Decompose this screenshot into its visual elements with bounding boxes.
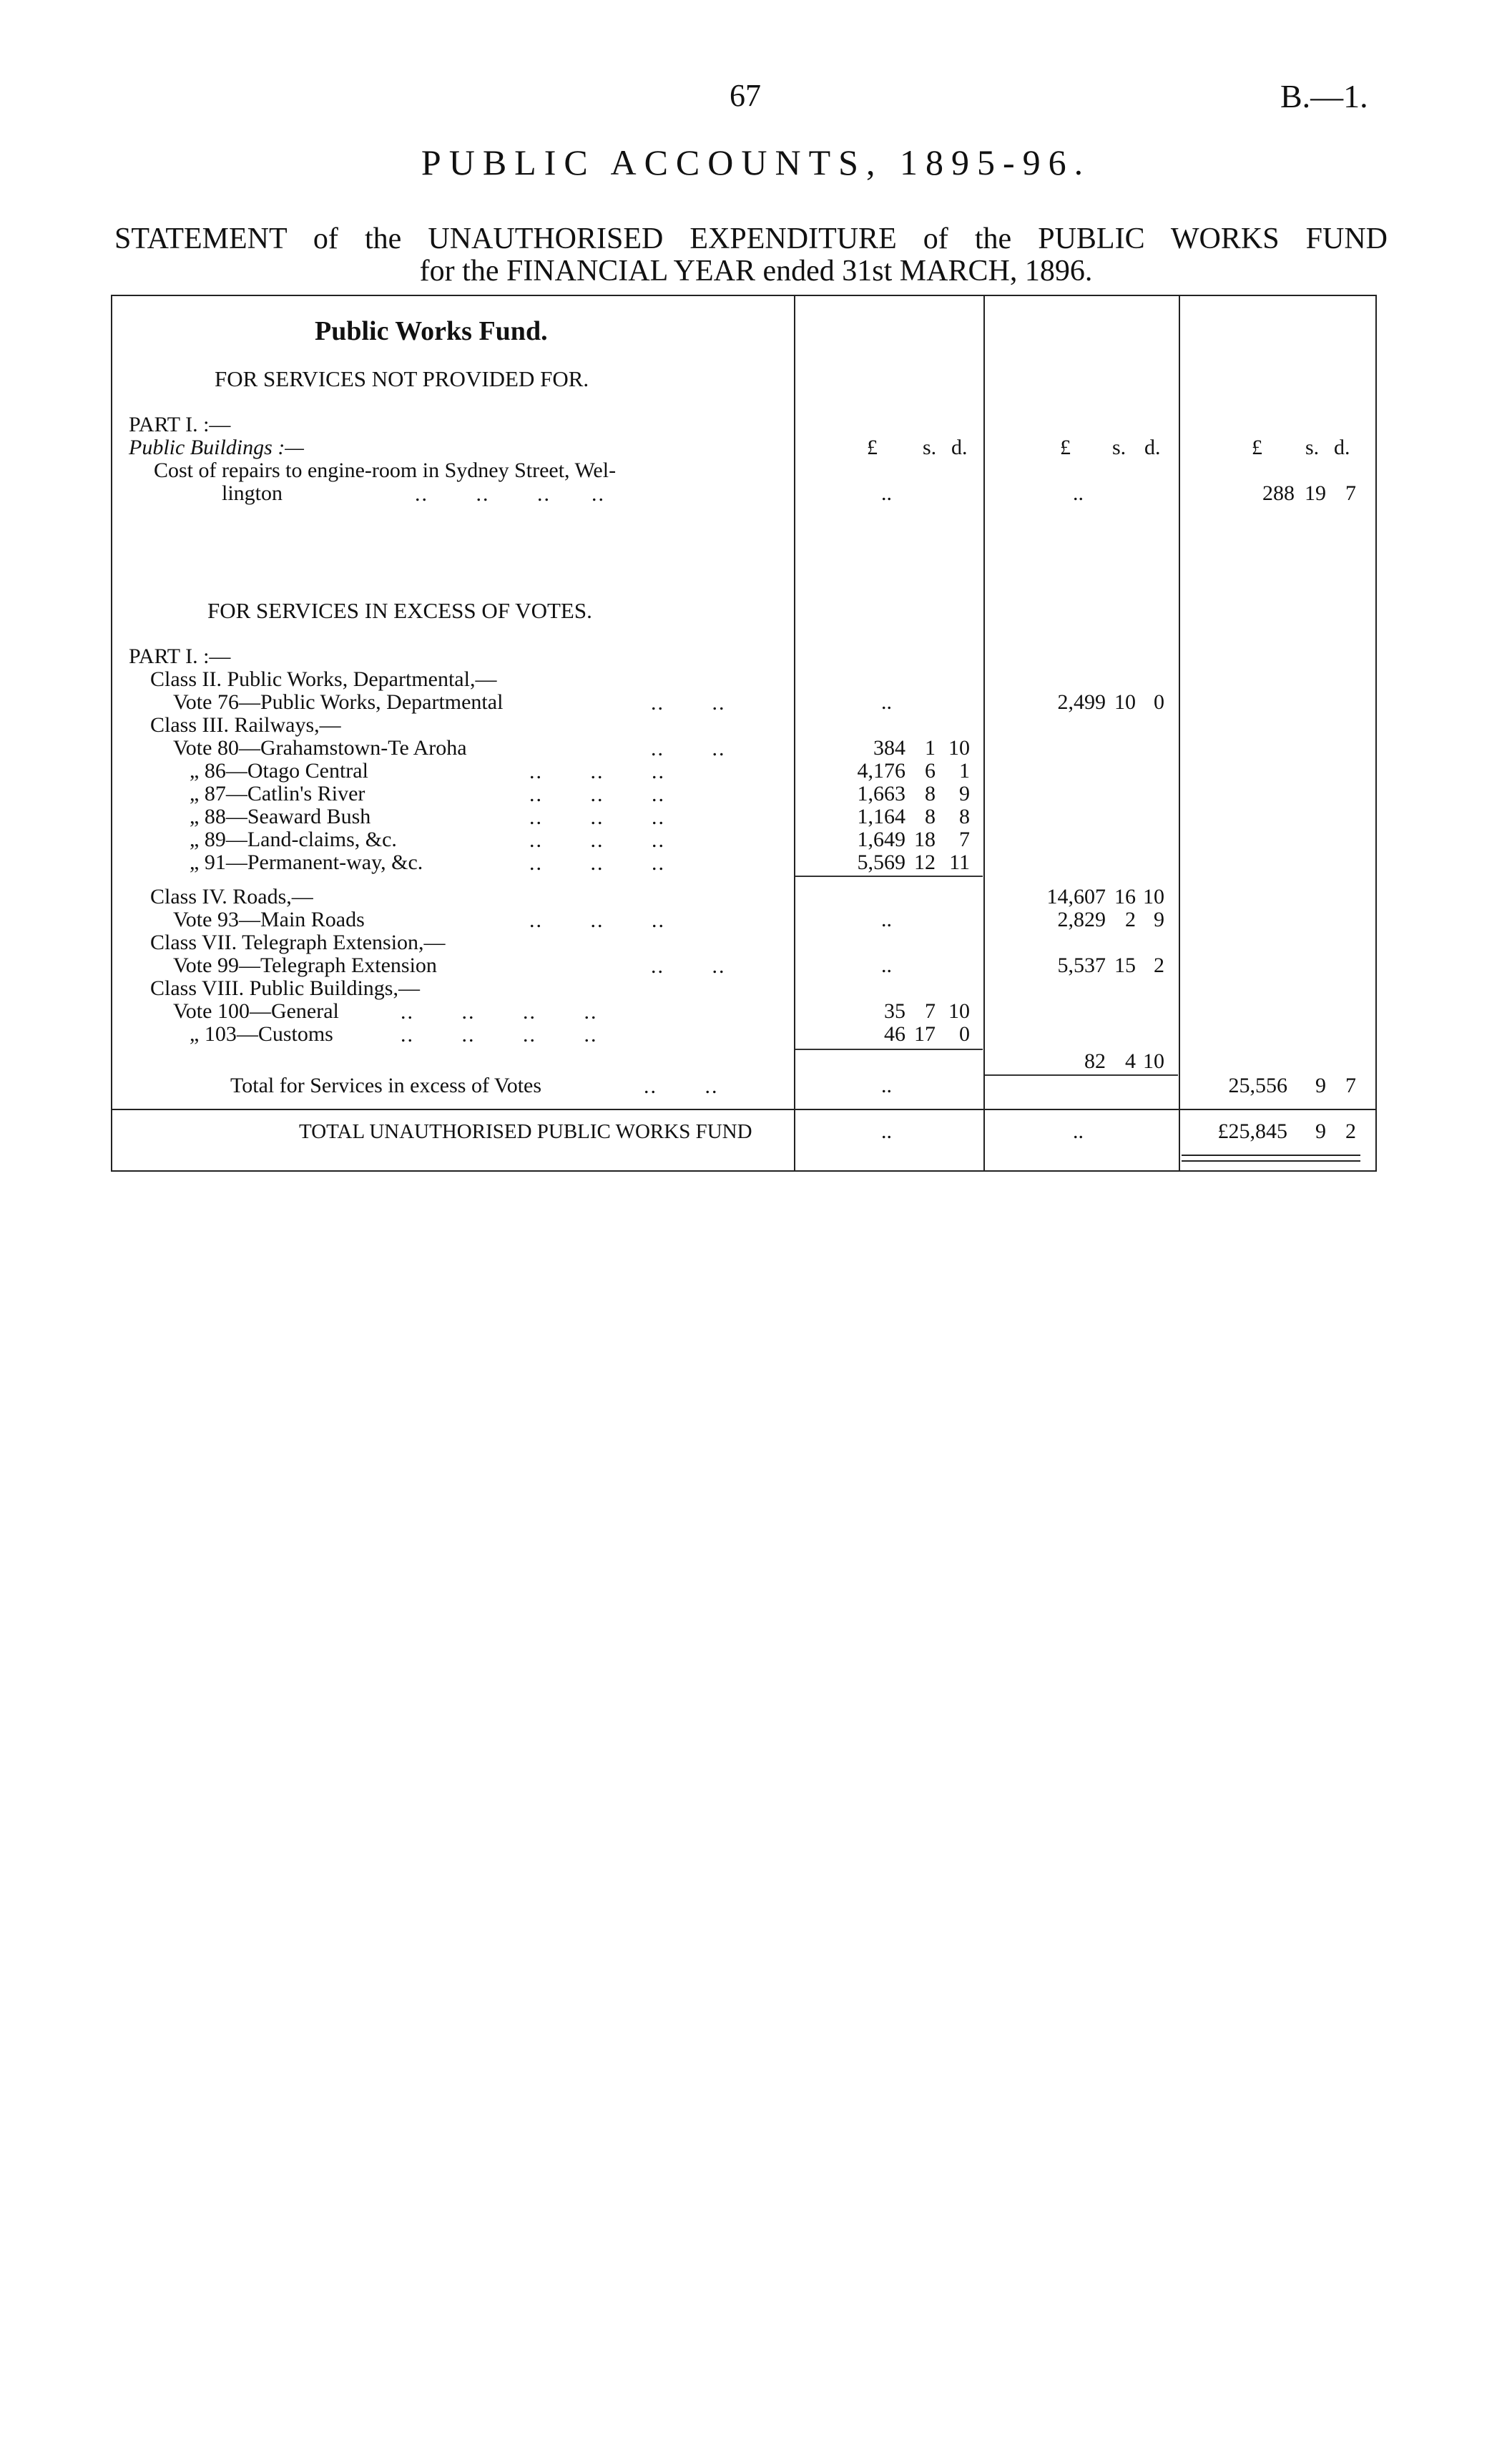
list-item: „ 86—Otago Central [190,759,368,783]
grand-total-col2: .. [1073,1119,1084,1143]
leader-dots: .. .. [651,737,726,760]
building-pence: 10 [948,999,970,1023]
col3-shillings-header: s. [1305,436,1320,459]
buildings-total-pounds: 82 [1084,1049,1106,1073]
building-shillings: 17 [914,1022,936,1046]
col1-pence-header: d. [951,436,968,459]
class-7-label: Class VII. Telegraph Extension,— [150,931,446,954]
railway-pence: 10 [948,736,970,760]
part-label: PART I. :— [129,413,231,436]
grand-total-double-rule-2 [1182,1160,1360,1162]
leader-dots: .. .. .. [529,805,665,829]
building-pence: 0 [959,1022,970,1046]
section1-total-pounds: 288 [1262,481,1295,505]
subtotal-rule [795,1049,983,1050]
col1-pounds-header: £ [867,436,878,459]
leader-dots: .. .. .. [529,851,665,875]
railway-pounds: 1,164 [857,805,905,828]
vote-93-col1: .. [881,908,892,931]
railway-shillings: 1 [925,736,936,760]
section1-col2-value: .. [1073,481,1084,505]
list-item: „ 103—Customs [190,1022,333,1046]
buildings-total-shillings: 4 [1125,1049,1136,1073]
vote-93-pence: 9 [1154,908,1164,931]
railways-total-pence: 10 [1143,885,1164,908]
subtotal-rule [795,876,983,877]
col2-shillings-header: s. [1112,436,1126,459]
class-8-label: Class VIII. Public Buildings,— [150,976,420,1000]
grand-total-shillings: 9 [1315,1119,1326,1143]
part-label-2: PART I. :— [129,645,231,668]
vote-93-label: Vote 93—Main Roads [173,908,365,931]
railway-pounds: 384 [873,736,905,760]
table-left-border [111,295,112,1172]
class-2-label: Class II. Public Works, Departmental,— [150,667,497,691]
railway-shillings: 6 [925,759,936,783]
total-excess-pounds: 25,556 [1228,1074,1287,1097]
railways-total-pounds: 14,607 [1046,885,1106,908]
grand-total-label: TOTAL UNAUTHORISED PUBLIC WORKS FUND [299,1120,752,1143]
table-right-border [1375,295,1377,1172]
list-item: „ 89—Land-claims, &c. [190,828,397,851]
railway-shillings: 12 [914,851,936,874]
vote-99-col1: .. [881,954,892,977]
total-excess-shillings: 9 [1315,1074,1326,1097]
vote-99-label: Vote 99—Telegraph Extension [173,954,437,977]
page-title: PUBLIC ACCOUNTS, 1895-96. [421,142,1091,182]
railway-pence: 8 [959,805,970,828]
grand-total-double-rule-1 [1182,1155,1360,1156]
class-3-label: Class III. Railways,— [150,713,341,737]
col1-shillings-header: s. [923,436,937,459]
railway-pence: 9 [959,782,970,805]
leader-dots: .. .. .. .. [415,482,605,506]
grand-total-col1: .. [881,1119,892,1143]
building-pounds: 35 [884,999,905,1023]
col3-pence-header: d. [1334,436,1350,459]
column-divider-2 [983,295,985,1172]
list-item: „ 87—Catlin's River [190,782,365,805]
section-heading-not-provided: FOR SERVICES NOT PROVIDED FOR. [215,366,589,391]
series-reference: B.—1. [1280,78,1368,114]
leader-dots: .. .. [651,954,726,978]
railways-total-shillings: 16 [1114,885,1136,908]
building-pounds: 46 [884,1022,905,1046]
class-4-label: Class IV. Roads,— [150,885,313,908]
leader-dots: .. .. .. [529,783,665,806]
leader-dots: .. .. .. .. [401,1000,598,1024]
vote-99-pounds: 5,537 [1057,954,1106,977]
fund-title: Public Works Fund. [315,316,548,346]
railway-shillings: 8 [925,805,936,828]
vote-76-label: Vote 76—Public Works, Departmental [173,690,504,714]
railway-pence: 1 [959,759,970,783]
vote-76-pounds: 2,499 [1057,690,1106,714]
statement-subtitle-line-1: STATEMENT of the UNAUTHORISED EXPENDITURE of the PUBLIC WORKS FUND [114,222,1388,255]
item-description-line-1: Cost of repairs to engine-room in Sydney Street, Wel- [154,459,617,482]
total-excess-pence: 7 [1345,1074,1356,1097]
vote-93-shillings: 2 [1125,908,1136,931]
vote-76-shillings: 10 [1114,690,1136,714]
buildings-total-pence: 10 [1143,1049,1164,1073]
leader-dots: .. .. .. .. [401,1023,598,1047]
list-item: Vote 80—Grahamstown-Te Aroha [173,736,467,760]
vote-99-shillings: 15 [1114,954,1136,977]
leader-dots: .. .. .. [529,828,665,852]
table-bottom-border [111,1170,1377,1172]
vote-93-pounds: 2,829 [1057,908,1106,931]
col2-pounds-header: £ [1060,436,1071,459]
leader-dots: .. .. .. [529,760,665,783]
column-divider-3 [1179,295,1180,1172]
subtotal-rule [985,1074,1178,1076]
total-excess-label: Total for Services in excess of Votes [230,1074,542,1097]
railway-pounds: 1,649 [857,828,905,851]
list-item: „ 88—Seaward Bush [190,805,371,828]
col3-pounds-header: £ [1252,436,1262,459]
railway-pounds: 4,176 [857,759,905,783]
grand-total-rule [112,1109,1375,1110]
item-description-line-2: lington [222,481,283,505]
statement-subtitle-line-2: for the FINANCIAL YEAR ended 31st MARCH, 1896. [419,255,1093,288]
vote-99-pence: 2 [1154,954,1164,977]
section1-total-pence: 7 [1345,481,1356,505]
leader-dots: .. .. .. [529,908,665,932]
leader-dots: .. .. [644,1074,719,1098]
section1-col1-value: .. [881,481,892,505]
list-item: „ 91—Permanent-way, &c. [190,851,423,874]
section-heading-excess-votes: FOR SERVICES IN EXCESS OF VOTES. [207,598,592,623]
section1-total-shillings: 19 [1305,481,1326,505]
public-buildings-subhead: Public Buildings :— [129,436,304,459]
railway-pounds: 5,569 [857,851,905,874]
railway-pence: 11 [949,851,970,874]
col2-pence-header: d. [1144,436,1161,459]
building-shillings: 7 [925,999,936,1023]
vote-76-pence: 0 [1154,690,1164,714]
grand-total-pounds: £25,845 [1217,1119,1287,1143]
page-number: 67 [730,78,761,113]
railway-pounds: 1,663 [857,782,905,805]
railway-shillings: 18 [914,828,936,851]
list-item: Vote 100—General [173,999,339,1023]
railway-pence: 7 [959,828,970,851]
column-divider-1 [794,295,795,1172]
total-excess-col1: .. [881,1074,892,1097]
railway-shillings: 8 [925,782,936,805]
leader-dots: .. .. [651,691,726,715]
grand-total-pence: 2 [1345,1119,1356,1143]
vote-76-col1: .. [881,690,892,714]
table-top-border [111,295,1377,296]
